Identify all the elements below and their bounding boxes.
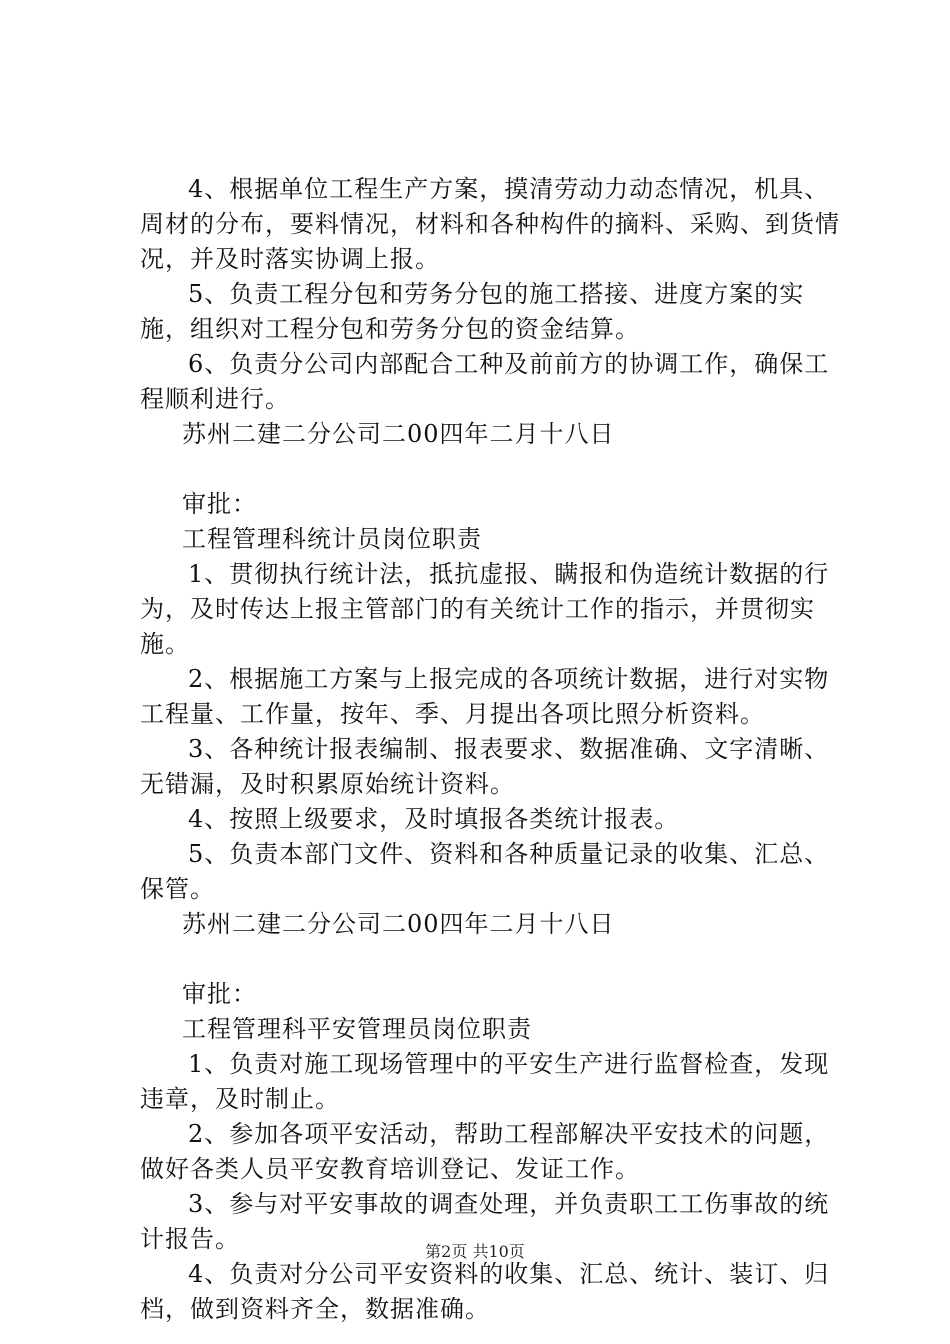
paragraph-item: 6、负责分公司内部配合工种及前前方的协调工作，确保工程顺利进行。 xyxy=(140,350,830,413)
paragraph-item: 4、根据单位工程生产方案，摸清劳动力动态情况，机具、周材的分布，要料情况，材料和各种构件的摘料、采购、到货情况，并及时落实协调上报。 xyxy=(140,175,840,273)
paragraph-item: 1、贯彻执行统计法，抵抗虚报、瞒报和伪造统计数据的行为，及时传达上报主管部门的有关统计工作的指示，并贯彻实施。 xyxy=(140,560,830,658)
paragraph-item: 5、负责工程分包和劳务分包的施工搭接、进度方案的实施，组织对工程分包和劳务分包的资金结算。 xyxy=(140,280,805,343)
paragraph-item: 5、负责本部门文件、资料和各种质量记录的收集、汇总、保管。 xyxy=(140,840,830,903)
paragraph-item: 4、负责对分公司平安资料的收集、汇总、统计、装订、归档，做到资料齐全，数据准确。 xyxy=(140,1260,830,1323)
section-title: 工程管理科平安管理员岗位职责 xyxy=(182,1015,532,1043)
signature-line: 苏州二建二分公司二00四年二月十八日 xyxy=(182,910,615,938)
paragraph-item: 4、按照上级要求，及时填报各类统计报表。 xyxy=(188,805,680,833)
document-body xyxy=(140,172,840,1327)
page-footer: 第2页 共10页 xyxy=(425,1242,525,1261)
paragraph-item: 1、负责对施工现场管理中的平安生产进行监督检查，发现违章，及时制止。 xyxy=(140,1050,830,1113)
paragraph-item: 2、参加各项平安活动，帮助工程部解决平安技术的问题，做好各类人员平安教育培训登记、发证工作。 xyxy=(140,1120,830,1183)
paragraph-item: 3、各种统计报表编制、报表要求、数据准确、文字清晰、无错漏，及时积累原始统计资料。 xyxy=(140,735,830,798)
approval-label: 审批： xyxy=(182,490,257,518)
paragraph-item: 2、根据施工方案与上报完成的各项统计数据，进行对实物工程量、工作量，按年、季、月提出各项比照分析资料。 xyxy=(140,665,830,728)
signature-line: 苏州二建二分公司二00四年二月十八日 xyxy=(182,420,615,448)
section-title: 工程管理科统计员岗位职责 xyxy=(182,525,482,553)
approval-label: 审批： xyxy=(182,980,257,1008)
paragraph-item: 3、参与对平安事故的调查处理，并负责职工工伤事故的统计报告。 xyxy=(140,1190,830,1253)
